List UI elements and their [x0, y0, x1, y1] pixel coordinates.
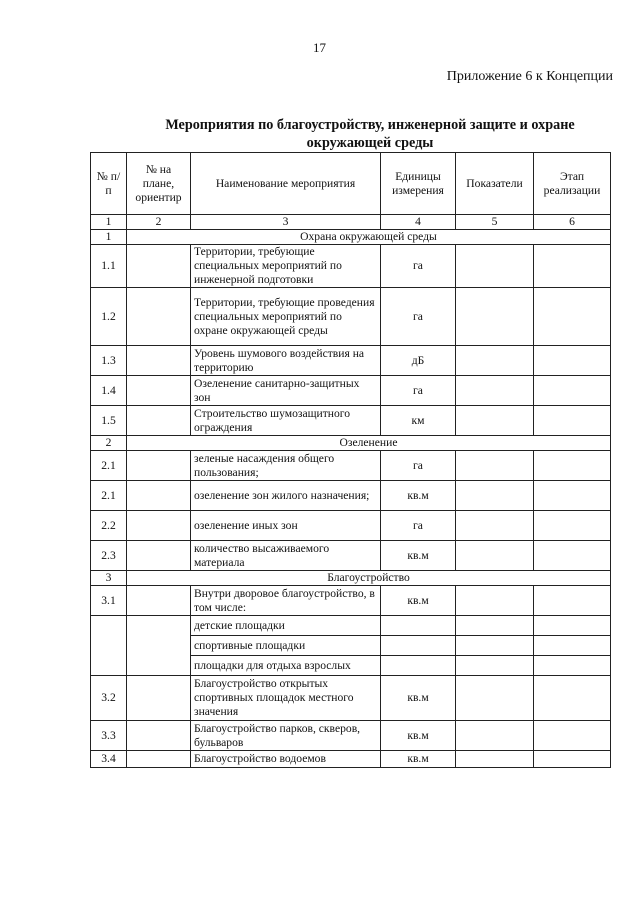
- row-number: [91, 616, 127, 676]
- row-indicator: [456, 676, 534, 721]
- row-plan: [127, 751, 191, 768]
- section-row: [91, 571, 611, 586]
- row-unit: кв.м: [381, 721, 456, 751]
- section-row: [91, 230, 611, 245]
- row-unit: [381, 616, 456, 636]
- row-name: детские площадки: [191, 616, 381, 636]
- row-number: 2.3: [91, 541, 127, 571]
- row-number: 1.4: [91, 376, 127, 406]
- row-indicator: [456, 288, 534, 346]
- row-stage: [534, 721, 611, 751]
- row-indicator: [456, 636, 534, 656]
- row-stage: [534, 511, 611, 541]
- row-name: Благоустройство водоемов: [191, 751, 381, 768]
- measures-table: [90, 152, 611, 768]
- col-number: 5: [456, 215, 534, 230]
- row-indicator: [456, 346, 534, 376]
- row-stage: [534, 636, 611, 656]
- row-name: количество высаживаемого материала: [191, 541, 381, 571]
- section-number: 3: [91, 571, 127, 586]
- header-plan: № на плане, ориентир: [127, 153, 191, 215]
- row-stage: [534, 656, 611, 676]
- row-stage: [534, 451, 611, 481]
- row-name: Строительство шумозащитного ограждения: [191, 406, 381, 436]
- row-unit: га: [381, 451, 456, 481]
- row-number: 3.1: [91, 586, 127, 616]
- row-unit: га: [381, 288, 456, 346]
- row-number: 2.1: [91, 481, 127, 511]
- table-row: [91, 511, 611, 541]
- row-name: Благоустройство парков, скверов, бульваров: [191, 721, 381, 751]
- col-number: 1: [91, 215, 127, 230]
- row-unit: га: [381, 245, 456, 288]
- row-plan: [127, 616, 191, 676]
- header-name: Наименование мероприятия: [191, 153, 381, 215]
- row-unit: кв.м: [381, 481, 456, 511]
- row-plan: [127, 721, 191, 751]
- table-row: [91, 676, 611, 721]
- section-title: Озеленение: [127, 436, 611, 451]
- row-stage: [534, 346, 611, 376]
- table-header-row: [91, 153, 611, 215]
- row-unit: км: [381, 406, 456, 436]
- row-stage: [534, 676, 611, 721]
- row-indicator: [456, 511, 534, 541]
- row-plan: [127, 288, 191, 346]
- document-title: Мероприятия по благоустройству, инженерной защите и охране окружающей среды: [165, 117, 575, 151]
- row-name: Территории, требующие специальных мероприятий по инженерной подготовки: [191, 245, 381, 288]
- row-indicator: [456, 245, 534, 288]
- header-stage: Этап реализации: [534, 153, 611, 215]
- row-indicator: [456, 616, 534, 636]
- row-stage: [534, 586, 611, 616]
- row-unit: кв.м: [381, 676, 456, 721]
- row-unit: дБ: [381, 346, 456, 376]
- row-stage: [534, 288, 611, 346]
- col-number: 4: [381, 215, 456, 230]
- row-unit: кв.м: [381, 751, 456, 768]
- section-row: [91, 436, 611, 451]
- row-stage: [534, 245, 611, 288]
- table-row: [91, 346, 611, 376]
- section-number: 1: [91, 230, 127, 245]
- table-row: [91, 406, 611, 436]
- row-number: 1.2: [91, 288, 127, 346]
- table-row: [91, 751, 611, 768]
- row-name: зеленые насаждения общего пользования;: [191, 451, 381, 481]
- appendix-label: Приложение 6 к Концепции: [446, 69, 613, 84]
- row-plan: [127, 376, 191, 406]
- table-row: [91, 721, 611, 751]
- row-plan: [127, 346, 191, 376]
- table-row: [91, 451, 611, 481]
- row-plan: [127, 511, 191, 541]
- row-number: 2.2: [91, 511, 127, 541]
- row-number: 3.4: [91, 751, 127, 768]
- header-units: Единицы измерения: [381, 153, 456, 215]
- header-num: № п/п: [91, 153, 127, 215]
- row-unit: га: [381, 511, 456, 541]
- row-unit: кв.м: [381, 541, 456, 571]
- row-indicator: [456, 721, 534, 751]
- row-plan: [127, 676, 191, 721]
- table-row: [91, 245, 611, 288]
- row-name: озеленение иных зон: [191, 511, 381, 541]
- row-number: 1.3: [91, 346, 127, 376]
- col-number: 2: [127, 215, 191, 230]
- row-indicator: [456, 586, 534, 616]
- row-plan: [127, 451, 191, 481]
- row-name: Уровень шумового воздействия на территорию: [191, 346, 381, 376]
- row-name: Территории, требующие проведения специальных мероприятий по охране окружающей среды: [191, 288, 381, 346]
- row-stage: [534, 616, 611, 636]
- row-unit: кв.м: [381, 586, 456, 616]
- row-name: спортивные площадки: [191, 636, 381, 656]
- row-number: 2.1: [91, 451, 127, 481]
- section-title: Благоустройство: [127, 571, 611, 586]
- table-row: [91, 288, 611, 346]
- row-number: 3.2: [91, 676, 127, 721]
- row-stage: [534, 406, 611, 436]
- row-plan: [127, 586, 191, 616]
- row-number: 1.5: [91, 406, 127, 436]
- row-number: 3.3: [91, 721, 127, 751]
- row-stage: [534, 751, 611, 768]
- row-plan: [127, 481, 191, 511]
- table-row: [91, 481, 611, 511]
- row-plan: [127, 245, 191, 288]
- row-indicator: [456, 481, 534, 511]
- row-stage: [534, 481, 611, 511]
- row-name: озеленение зон жилого назначения;: [191, 481, 381, 511]
- section-number: 2: [91, 436, 127, 451]
- table-row: [91, 616, 611, 636]
- col-number: 3: [191, 215, 381, 230]
- row-number: 1.1: [91, 245, 127, 288]
- col-number: 6: [534, 215, 611, 230]
- row-name: Благоустройство открытых спортивных площадок местного значения: [191, 676, 381, 721]
- row-indicator: [456, 751, 534, 768]
- row-unit: [381, 656, 456, 676]
- table-row: [91, 541, 611, 571]
- row-indicator: [456, 541, 534, 571]
- row-indicator: [456, 376, 534, 406]
- row-indicator: [456, 451, 534, 481]
- page-number: 17: [313, 40, 326, 55]
- row-name: Внутри дворовое благоустройство, в том числе:: [191, 586, 381, 616]
- row-indicator: [456, 406, 534, 436]
- table-row: [91, 376, 611, 406]
- row-indicator: [456, 656, 534, 676]
- row-name: площадки для отдыха взрослых: [191, 656, 381, 676]
- table-row: [91, 586, 611, 616]
- header-indicators: Показатели: [456, 153, 534, 215]
- section-title: Охрана окружающей среды: [127, 230, 611, 245]
- row-name: Озеленение санитарно-защитных зон: [191, 376, 381, 406]
- row-unit: га: [381, 376, 456, 406]
- row-unit: [381, 636, 456, 656]
- column-number-row: [91, 215, 611, 230]
- row-plan: [127, 406, 191, 436]
- row-plan: [127, 541, 191, 571]
- row-stage: [534, 376, 611, 406]
- row-stage: [534, 541, 611, 571]
